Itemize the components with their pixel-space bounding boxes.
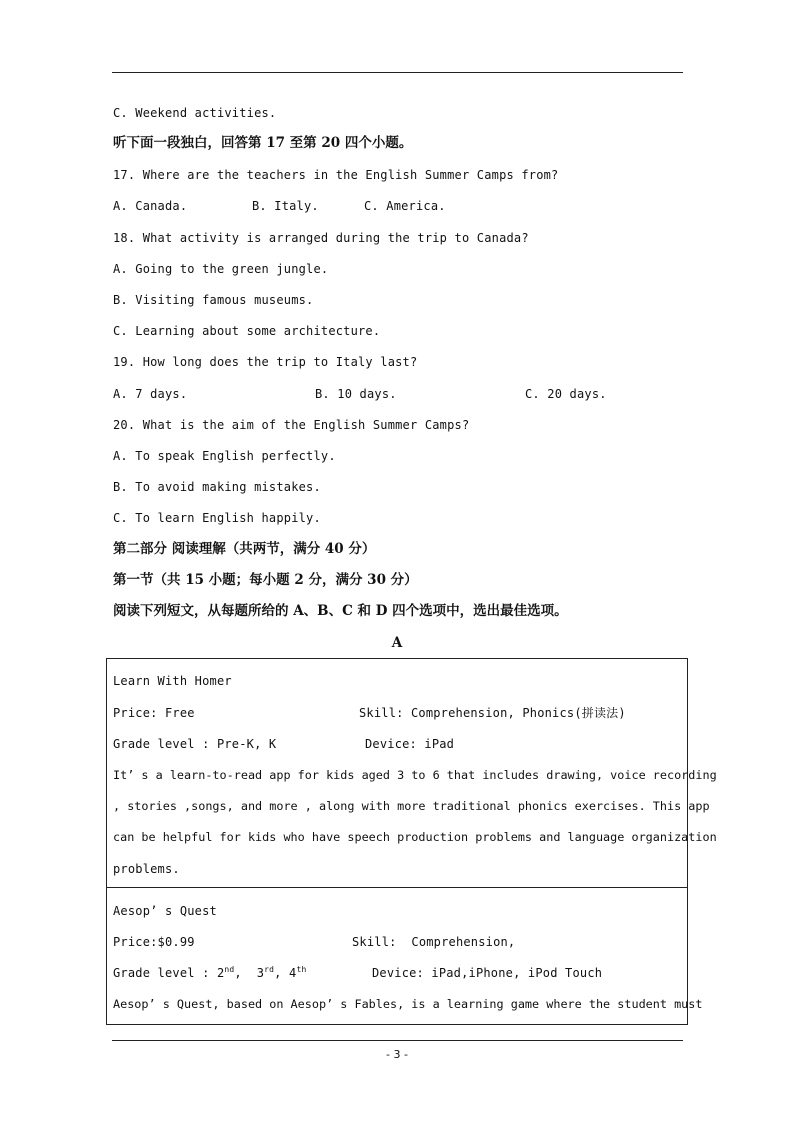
app2-price: Price:$0.99 bbox=[113, 935, 195, 949]
q20-option-b: B. To avoid making mistakes. bbox=[113, 480, 321, 494]
app2-grade: Grade level : 2nd, 3rd, 4th bbox=[113, 965, 307, 980]
page-number: - 3 - bbox=[386, 1048, 408, 1061]
app1-price: Price: Free bbox=[113, 706, 195, 720]
app2-device: Device: iPad,iPhone, iPod Touch bbox=[372, 966, 603, 980]
q19-option-a: A. 7 days. bbox=[113, 387, 188, 401]
reading-instructions: 阅读下列短文，从每题所给的 A、B、C 和 D 四个选项中，选出最佳选项。 bbox=[113, 603, 568, 619]
q20-option-a: A. To speak English perfectly. bbox=[113, 449, 336, 463]
q18-stem: 18. What activity is arranged during the trip to Canada? bbox=[113, 231, 529, 245]
q20-option-c: C. To learn English happily. bbox=[113, 511, 321, 525]
q17-option-b: B. Italy. bbox=[252, 199, 319, 213]
app1-device: Device: iPad bbox=[365, 737, 455, 751]
q20-stem: 20. What is the aim of the English Summer Camps? bbox=[113, 418, 470, 432]
app-card-learn-with-homer bbox=[106, 658, 717, 888]
q19-option-b: B. 10 days. bbox=[315, 387, 397, 401]
q17-option-c: C. America. bbox=[364, 199, 446, 213]
app1-desc-line3: can be helpful for kids who have speech production problems and language organization bbox=[113, 830, 717, 844]
reading-section-title: 第一节（共 15 小题；每小题 2 分，满分 30 分） bbox=[113, 572, 418, 588]
q19-option-c: C. 20 days. bbox=[525, 387, 607, 401]
app1-desc-line2: , stories ,songs, and more , along with more traditional phonics exercises. This app bbox=[113, 799, 710, 813]
q19-stem: 19. How long does the trip to Italy last? bbox=[113, 355, 418, 369]
header-rule bbox=[112, 72, 683, 73]
app1-name: Learn With Homer bbox=[113, 674, 232, 688]
app1-grade: Grade level : Pre-K, K bbox=[113, 737, 277, 751]
listening-section-intro: 听下面一段独白，回答第 17 至第 20 四个小题。 bbox=[113, 135, 413, 151]
app2-desc-line1: Aesop’ s Quest, based on Aesop’ s Fables, is a learning game where the student must bbox=[113, 997, 703, 1011]
q18-option-c: C. Learning about some architecture. bbox=[113, 324, 381, 338]
app-card-aesops-quest bbox=[106, 887, 703, 1025]
q17-option-a: A. Canada. bbox=[113, 199, 188, 213]
q16-option-c: C. Weekend activities. bbox=[113, 106, 277, 120]
app2-name: Aesop’ s Quest bbox=[113, 904, 217, 918]
passage-label: A bbox=[391, 635, 403, 651]
app1-skill: Skill: Comprehension, Phonics(拼读法) bbox=[359, 706, 626, 720]
footer-rule bbox=[112, 1040, 683, 1041]
q17-stem: 17. Where are the teachers in the English Summer Camps from? bbox=[113, 168, 559, 182]
app1-desc-line4: problems. bbox=[113, 862, 180, 876]
q18-option-a: A. Going to the green jungle. bbox=[113, 262, 329, 276]
reading-part-title: 第二部分 阅读理解（共两节，满分 40 分） bbox=[113, 541, 376, 557]
app1-desc-line1: It’ s a learn-to-read app for kids aged 3 to 6 that includes drawing, voice recording bbox=[113, 768, 717, 782]
app2-skill: Skill: Comprehension, bbox=[352, 935, 516, 949]
q18-option-b: B. Visiting famous museums. bbox=[113, 293, 314, 307]
